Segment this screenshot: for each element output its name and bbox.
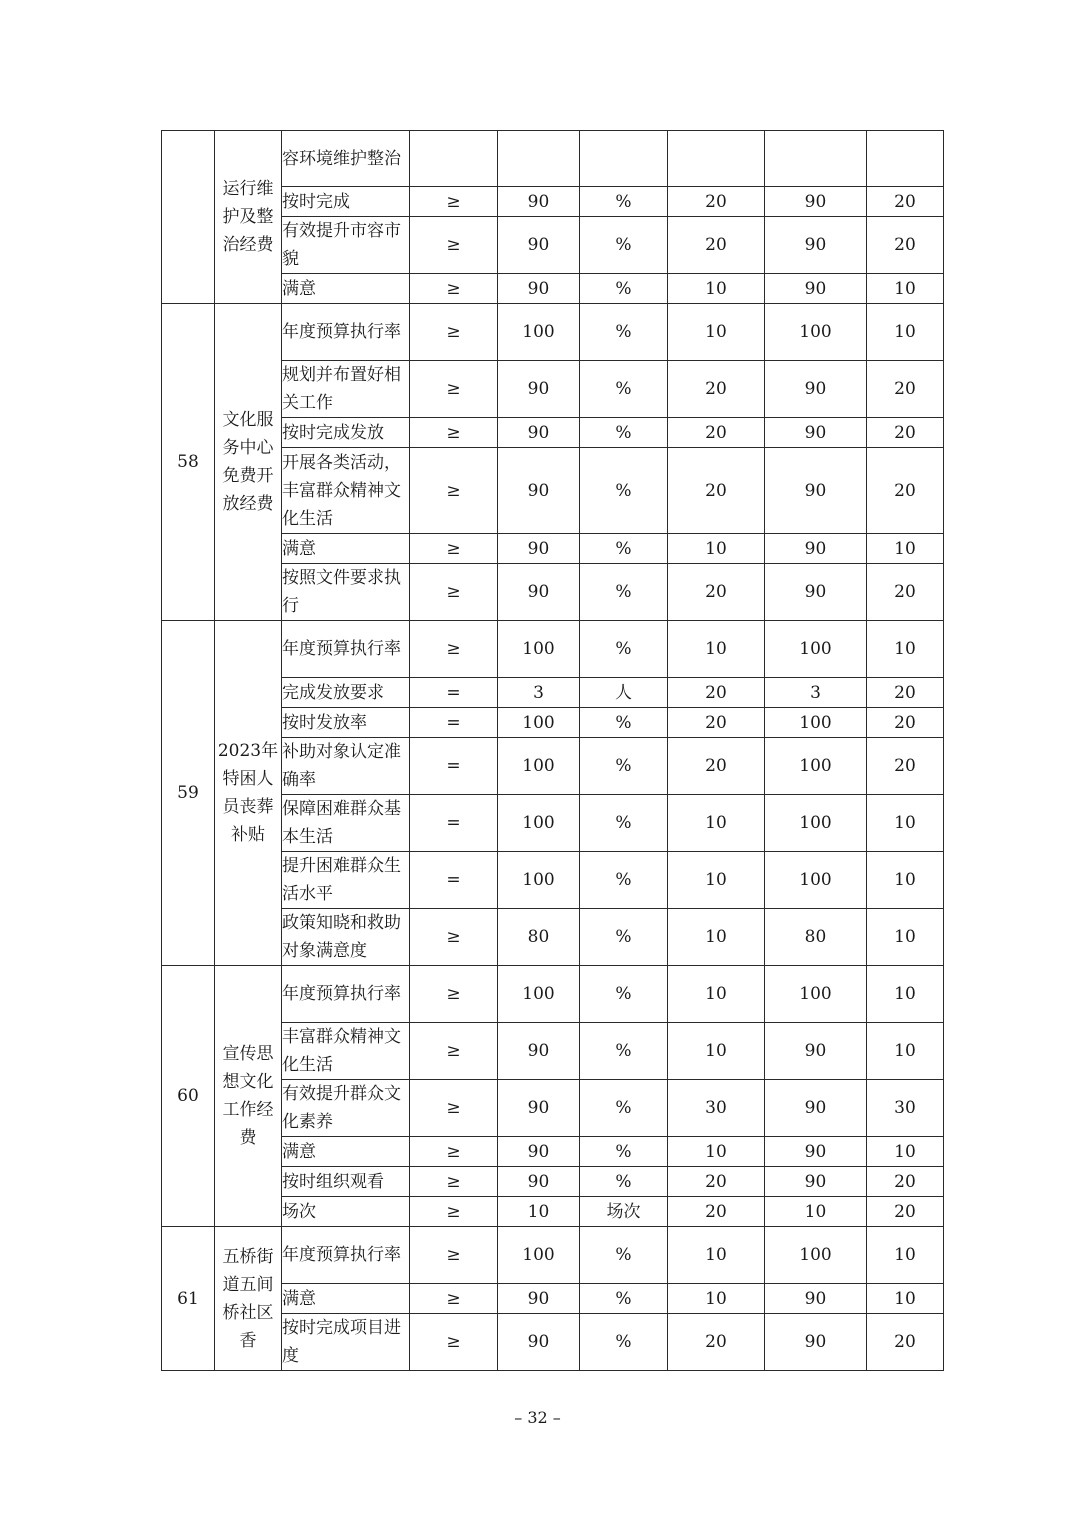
indicator-cell: 补助对象认定准确率 — [282, 738, 410, 795]
score-cell: 20 — [867, 361, 944, 418]
operator-cell — [410, 131, 498, 187]
target-value-cell: 90 — [498, 187, 580, 217]
score-cell: 10 — [867, 274, 944, 304]
unit-cell: 人 — [580, 678, 668, 708]
operator-cell: = — [410, 738, 498, 795]
weight-cell: 10 — [668, 1284, 765, 1314]
project-name-cell: 运行维护及整治经费 — [215, 131, 282, 304]
score-cell: 20 — [867, 187, 944, 217]
table-row — [162, 131, 944, 187]
table-row — [162, 304, 944, 361]
operator-cell: ≥ — [410, 1314, 498, 1371]
weight-cell: 10 — [668, 621, 765, 678]
operator-cell: ≥ — [410, 1167, 498, 1197]
score-cell: 20 — [867, 678, 944, 708]
weight-cell: 10 — [668, 304, 765, 361]
operator-cell: ≥ — [410, 1284, 498, 1314]
weight-cell: 20 — [668, 1197, 765, 1227]
indicator-cell: 容环境维护整治 — [282, 131, 410, 187]
actual-value-cell: 90 — [765, 1284, 867, 1314]
weight-cell: 10 — [668, 274, 765, 304]
operator-cell: ≥ — [410, 1137, 498, 1167]
unit-cell: % — [580, 304, 668, 361]
actual-value-cell: 90 — [765, 418, 867, 448]
table-row — [162, 1227, 944, 1284]
target-value-cell: 90 — [498, 418, 580, 448]
table-row — [162, 621, 944, 678]
weight-cell: 10 — [668, 909, 765, 966]
operator-cell: = — [410, 678, 498, 708]
target-value-cell: 3 — [498, 678, 580, 708]
unit-cell: % — [580, 852, 668, 909]
target-value-cell — [498, 131, 580, 187]
indicator-cell: 开展各类活动，丰富群众精神文化生活 — [282, 448, 410, 534]
indicator-cell: 政策知晓和救助对象满意度 — [282, 909, 410, 966]
target-value-cell: 100 — [498, 852, 580, 909]
operator-cell: = — [410, 708, 498, 738]
unit-cell: % — [580, 534, 668, 564]
project-number-cell: 60 — [162, 966, 215, 1227]
weight-cell: 10 — [668, 1137, 765, 1167]
unit-cell — [580, 131, 668, 187]
weight-cell: 20 — [668, 564, 765, 621]
weight-cell: 10 — [668, 534, 765, 564]
weight-cell: 10 — [668, 966, 765, 1023]
actual-value-cell: 80 — [765, 909, 867, 966]
project-name-cell: 宣传思想文化工作经费 — [215, 966, 282, 1227]
operator-cell: ≥ — [410, 187, 498, 217]
indicator-cell: 有效提升群众文化素养 — [282, 1080, 410, 1137]
actual-value-cell: 10 — [765, 1197, 867, 1227]
unit-cell: 场次 — [580, 1197, 668, 1227]
score-cell: 20 — [867, 1197, 944, 1227]
operator-cell: ≥ — [410, 418, 498, 448]
unit-cell: % — [580, 1137, 668, 1167]
weight-cell: 20 — [668, 678, 765, 708]
target-value-cell: 90 — [498, 274, 580, 304]
score-cell — [867, 131, 944, 187]
target-value-cell: 100 — [498, 621, 580, 678]
target-value-cell: 90 — [498, 1023, 580, 1080]
unit-cell: % — [580, 1023, 668, 1080]
score-cell: 20 — [867, 418, 944, 448]
score-cell: 10 — [867, 909, 944, 966]
actual-value-cell: 90 — [765, 564, 867, 621]
indicator-cell: 满意 — [282, 1284, 410, 1314]
unit-cell: % — [580, 738, 668, 795]
operator-cell: ≥ — [410, 621, 498, 678]
actual-value-cell: 90 — [765, 361, 867, 418]
score-cell: 10 — [867, 1227, 944, 1284]
unit-cell: % — [580, 621, 668, 678]
actual-value-cell — [765, 131, 867, 187]
project-name-cell: 五桥街道五间桥社区香 — [215, 1227, 282, 1371]
score-cell: 20 — [867, 738, 944, 795]
weight-cell: 10 — [668, 852, 765, 909]
target-value-cell: 90 — [498, 564, 580, 621]
operator-cell: ≥ — [410, 448, 498, 534]
target-value-cell: 80 — [498, 909, 580, 966]
score-cell: 10 — [867, 966, 944, 1023]
score-cell: 30 — [867, 1080, 944, 1137]
actual-value-cell: 100 — [765, 304, 867, 361]
operator-cell: ≥ — [410, 361, 498, 418]
project-name-cell: 2023年特困人员丧葬补贴 — [215, 621, 282, 966]
actual-value-cell: 90 — [765, 1137, 867, 1167]
target-value-cell: 100 — [498, 1227, 580, 1284]
weight-cell: 20 — [668, 1314, 765, 1371]
unit-cell: % — [580, 708, 668, 738]
actual-value-cell: 100 — [765, 621, 867, 678]
indicator-cell: 按时完成项目进度 — [282, 1314, 410, 1371]
actual-value-cell: 90 — [765, 1023, 867, 1080]
score-cell: 20 — [867, 1314, 944, 1371]
unit-cell: % — [580, 187, 668, 217]
indicator-cell: 按时组织观看 — [282, 1167, 410, 1197]
target-value-cell: 100 — [498, 795, 580, 852]
operator-cell: ≥ — [410, 304, 498, 361]
actual-value-cell: 90 — [765, 217, 867, 274]
indicator-cell: 保障困难群众基本生活 — [282, 795, 410, 852]
weight-cell: 20 — [668, 1167, 765, 1197]
unit-cell: % — [580, 274, 668, 304]
indicator-cell: 满意 — [282, 534, 410, 564]
score-cell: 10 — [867, 852, 944, 909]
project-number-cell — [162, 131, 215, 304]
score-cell: 20 — [867, 1167, 944, 1197]
operator-cell: ≥ — [410, 1227, 498, 1284]
actual-value-cell: 90 — [765, 448, 867, 534]
indicator-cell: 规划并布置好相关工作 — [282, 361, 410, 418]
score-cell: 20 — [867, 564, 944, 621]
project-number-cell: 61 — [162, 1227, 215, 1371]
project-number-cell: 58 — [162, 304, 215, 621]
indicator-cell: 按照文件要求执行 — [282, 564, 410, 621]
actual-value-cell: 90 — [765, 534, 867, 564]
score-cell: 10 — [867, 621, 944, 678]
indicator-cell: 按时发放率 — [282, 708, 410, 738]
score-cell: 10 — [867, 1137, 944, 1167]
target-value-cell: 90 — [498, 1314, 580, 1371]
weight-cell: 20 — [668, 708, 765, 738]
score-cell: 10 — [867, 304, 944, 361]
operator-cell: ≥ — [410, 534, 498, 564]
target-value-cell: 90 — [498, 1080, 580, 1137]
target-value-cell: 90 — [498, 534, 580, 564]
score-cell: 20 — [867, 448, 944, 534]
actual-value-cell: 100 — [765, 738, 867, 795]
unit-cell: % — [580, 909, 668, 966]
operator-cell: ≥ — [410, 966, 498, 1023]
indicator-cell: 有效提升市容市貌 — [282, 217, 410, 274]
weight-cell: 20 — [668, 448, 765, 534]
indicator-cell: 满意 — [282, 274, 410, 304]
actual-value-cell: 100 — [765, 852, 867, 909]
weight-cell: 20 — [668, 418, 765, 448]
target-value-cell: 10 — [498, 1197, 580, 1227]
score-cell: 10 — [867, 534, 944, 564]
actual-value-cell: 90 — [765, 1167, 867, 1197]
indicator-cell: 丰富群众精神文化生活 — [282, 1023, 410, 1080]
operator-cell: ≥ — [410, 217, 498, 274]
indicator-cell: 完成发放要求 — [282, 678, 410, 708]
score-cell: 10 — [867, 1023, 944, 1080]
indicator-cell: 年度预算执行率 — [282, 621, 410, 678]
target-value-cell: 90 — [498, 448, 580, 534]
indicator-cell: 年度预算执行率 — [282, 1227, 410, 1284]
operator-cell: ≥ — [410, 274, 498, 304]
unit-cell: % — [580, 448, 668, 534]
weight-cell: 10 — [668, 795, 765, 852]
weight-cell: 20 — [668, 361, 765, 418]
page-number: – 32 – — [514, 1408, 561, 1427]
target-value-cell: 90 — [498, 1284, 580, 1314]
unit-cell: % — [580, 361, 668, 418]
operator-cell: ≥ — [410, 909, 498, 966]
weight-cell — [668, 131, 765, 187]
weight-cell: 10 — [668, 1023, 765, 1080]
unit-cell: % — [580, 418, 668, 448]
target-value-cell: 90 — [498, 1137, 580, 1167]
indicator-cell: 年度预算执行率 — [282, 966, 410, 1023]
actual-value-cell: 3 — [765, 678, 867, 708]
project-number-cell: 59 — [162, 621, 215, 966]
unit-cell: % — [580, 1314, 668, 1371]
operator-cell: ≥ — [410, 564, 498, 621]
unit-cell: % — [580, 966, 668, 1023]
unit-cell: % — [580, 564, 668, 621]
target-value-cell: 100 — [498, 708, 580, 738]
operator-cell: = — [410, 795, 498, 852]
performance-table — [161, 130, 944, 1371]
weight-cell: 10 — [668, 1227, 765, 1284]
actual-value-cell: 100 — [765, 1227, 867, 1284]
actual-value-cell: 90 — [765, 1314, 867, 1371]
operator-cell: ≥ — [410, 1023, 498, 1080]
project-name-cell: 文化服务中心免费开放经费 — [215, 304, 282, 621]
weight-cell: 20 — [668, 187, 765, 217]
target-value-cell: 90 — [498, 361, 580, 418]
score-cell: 10 — [867, 1284, 944, 1314]
score-cell: 10 — [867, 795, 944, 852]
target-value-cell: 100 — [498, 966, 580, 1023]
actual-value-cell: 90 — [765, 1080, 867, 1137]
indicator-cell: 年度预算执行率 — [282, 304, 410, 361]
unit-cell: % — [580, 217, 668, 274]
actual-value-cell: 100 — [765, 708, 867, 738]
actual-value-cell: 90 — [765, 274, 867, 304]
target-value-cell: 100 — [498, 738, 580, 795]
operator-cell: ≥ — [410, 1080, 498, 1137]
operator-cell: ≥ — [410, 1197, 498, 1227]
weight-cell: 20 — [668, 217, 765, 274]
target-value-cell: 90 — [498, 217, 580, 274]
unit-cell: % — [580, 1080, 668, 1137]
actual-value-cell: 100 — [765, 966, 867, 1023]
actual-value-cell: 100 — [765, 795, 867, 852]
indicator-cell: 提升困难群众生活水平 — [282, 852, 410, 909]
unit-cell: % — [580, 1167, 668, 1197]
actual-value-cell: 90 — [765, 187, 867, 217]
weight-cell: 20 — [668, 738, 765, 795]
target-value-cell: 90 — [498, 1167, 580, 1197]
score-cell: 20 — [867, 217, 944, 274]
table-row — [162, 966, 944, 1023]
score-cell: 20 — [867, 708, 944, 738]
target-value-cell: 100 — [498, 304, 580, 361]
indicator-cell: 满意 — [282, 1137, 410, 1167]
indicator-cell: 按时完成发放 — [282, 418, 410, 448]
indicator-cell: 场次 — [282, 1197, 410, 1227]
weight-cell: 30 — [668, 1080, 765, 1137]
unit-cell: % — [580, 1227, 668, 1284]
operator-cell: = — [410, 852, 498, 909]
indicator-cell: 按时完成 — [282, 187, 410, 217]
unit-cell: % — [580, 1284, 668, 1314]
unit-cell: % — [580, 795, 668, 852]
